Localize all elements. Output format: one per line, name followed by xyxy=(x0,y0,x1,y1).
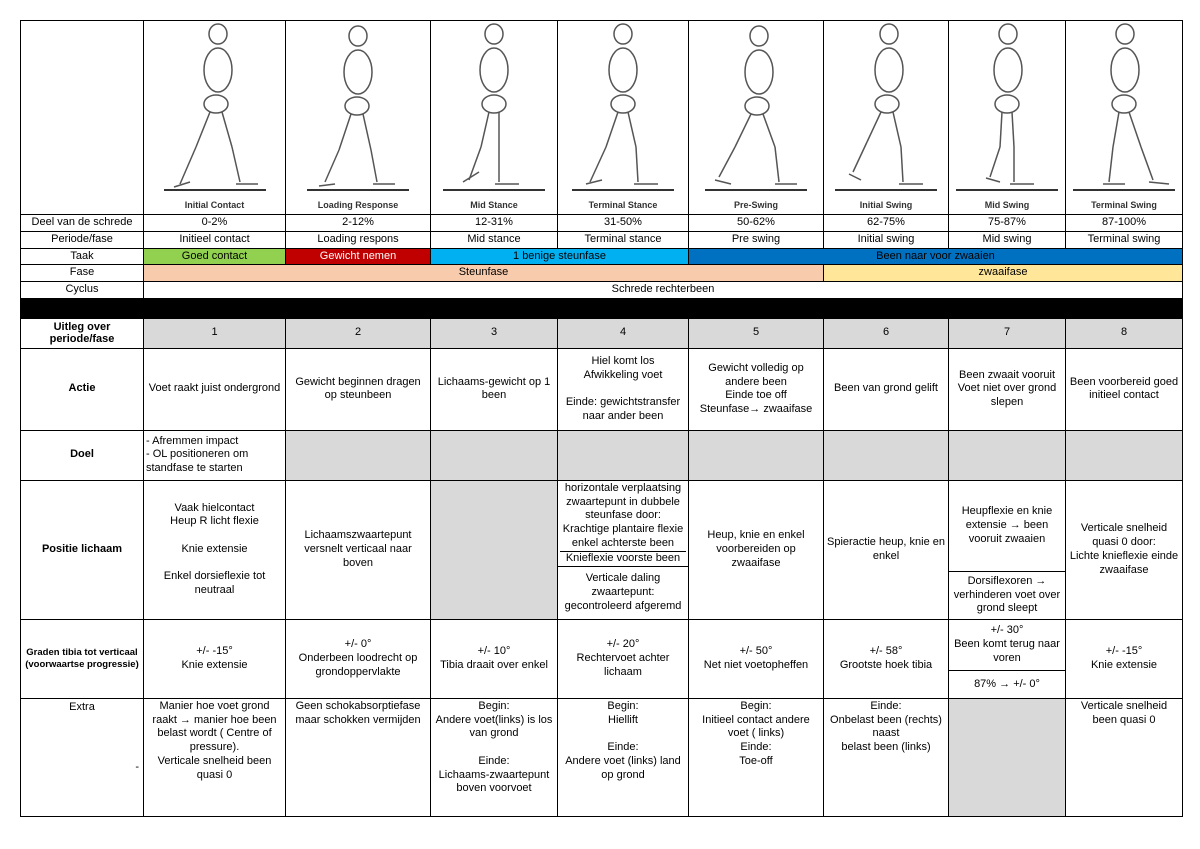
cell: Heup, knie en enkel voorbereiden op zwaaifase xyxy=(689,480,824,619)
figure-caption-2: Loading Response xyxy=(317,200,399,211)
row-label: Uitleg over periode/fase xyxy=(21,318,144,348)
figure-cell xyxy=(558,21,689,215)
cell: Manier hoe voet grond raakt → manier hoe been belast wordt ( Centre of pressure). Verticale snelheid been quasi 0 xyxy=(144,698,286,816)
cell: Verticale snelheid been quasi 0 xyxy=(1066,698,1183,816)
cell: Pre swing xyxy=(689,231,824,248)
taak-goed-contact: Goed contact xyxy=(144,248,286,265)
cell: Been zwaait vooruit Voet niet over grond slepen xyxy=(949,348,1066,430)
skeleton-figure-1 xyxy=(160,22,270,197)
row-label: Actie xyxy=(21,348,144,430)
cell: Begin: Andere voet(links) is los van grond Einde: Lichaams-zwaartepunt boven voorvoet xyxy=(431,698,558,816)
figure-cell xyxy=(949,21,1066,215)
row-label: Cyclus xyxy=(21,282,144,299)
corner-cell xyxy=(21,21,144,215)
cell xyxy=(949,619,1066,698)
empty-cell xyxy=(824,430,949,480)
cell: 31-50% xyxy=(558,215,689,232)
empty-cell xyxy=(558,430,689,480)
figure-cell xyxy=(689,21,824,215)
deel-row xyxy=(21,215,1183,232)
cell: Been voorbereid goed initieel contact xyxy=(1066,348,1183,430)
taak-row xyxy=(21,248,1183,265)
skeleton-figure-3 xyxy=(439,22,549,197)
cell: Lichaams-gewicht op 1 been xyxy=(431,348,558,430)
cell: +/- 58° Grootste hoek tibia xyxy=(824,619,949,698)
positie-4-point-2: Knieflexie voorste been xyxy=(565,551,681,564)
row-label: Taak xyxy=(21,248,144,265)
skeleton-figure-7 xyxy=(952,22,1062,197)
cell: Mid swing xyxy=(949,231,1066,248)
cell: +/- 50° Net niet voetopheffen xyxy=(689,619,824,698)
row-label-cell xyxy=(21,698,144,816)
positie-4-daling: Verticale daling zwaartepunt: gecontroleerd afgeremd xyxy=(558,566,688,619)
cell: 87-100% xyxy=(1066,215,1183,232)
cell: 5 xyxy=(689,318,824,348)
row-label: Deel van de schrede xyxy=(21,215,144,232)
skeleton-figure-6 xyxy=(831,22,941,197)
figure-cell xyxy=(824,21,949,215)
cell: 6 xyxy=(824,318,949,348)
cell: 2 xyxy=(286,318,431,348)
figure-caption-7: Mid Swing xyxy=(984,200,1030,211)
black-divider xyxy=(21,298,1183,318)
row-label: Extra xyxy=(69,700,95,713)
positie-4-point-1: Krachtige plantaire flexie enkel achterste been xyxy=(560,523,686,552)
cell: Lichaamszwaartepunt versnelt verticaal naar boven xyxy=(286,480,431,619)
positie-7-top: Heupflexie en knie extensie → been vooruit zwaaien xyxy=(961,505,1053,545)
figure-cell xyxy=(144,21,286,215)
cell: 12-31% xyxy=(431,215,558,232)
fase-steunfase: Steunfase xyxy=(144,265,824,282)
cell: Mid stance xyxy=(431,231,558,248)
cell: 2-12% xyxy=(286,215,431,232)
row-label: Fase xyxy=(21,265,144,282)
graden-row xyxy=(21,619,1183,698)
empty-cell xyxy=(689,430,824,480)
cell: Begin: Initieel contact andere voet ( links) Einde: Toe-off xyxy=(689,698,824,816)
empty-cell xyxy=(431,480,558,619)
cell: Terminal stance xyxy=(558,231,689,248)
cell: Einde: Onbelast been (rechts) naast belast been (links) xyxy=(824,698,949,816)
cell: Gewicht volledig op andere been Einde toe off Steunfase→ zwaaifase xyxy=(689,348,824,430)
extra-dash: - xyxy=(135,760,139,773)
row-label: Periode/fase xyxy=(21,231,144,248)
fase-zwaaifase: zwaaifase xyxy=(824,265,1183,282)
row-label: Graden tibia tot verticaal (voorwaartse progressie) xyxy=(21,619,144,698)
row-label: Positie lichaam xyxy=(21,480,144,619)
figures-row xyxy=(21,21,1183,215)
gait-table xyxy=(20,20,1183,817)
positie-4-intro: horizontale verplaatsing zwaartepunt in dubbele steunfase door: xyxy=(564,481,682,522)
figure-caption-4: Terminal Stance xyxy=(588,200,658,211)
cell: 62-75% xyxy=(824,215,949,232)
empty-cell xyxy=(949,698,1066,816)
figure-caption-5: Pre-Swing xyxy=(733,200,778,211)
skeleton-figure-5 xyxy=(701,22,811,197)
actie-row xyxy=(21,348,1183,430)
figure-cell xyxy=(1066,21,1183,215)
cell: 1 xyxy=(144,318,286,348)
cell: +/- -15° Knie extensie xyxy=(1066,619,1183,698)
row-label: Doel xyxy=(21,430,144,480)
cell: 8 xyxy=(1066,318,1183,348)
periode-row xyxy=(21,231,1183,248)
cell: Geen schokabsorptiefase maar schokken vermijden xyxy=(286,698,431,816)
empty-cell xyxy=(431,430,558,480)
cell: Gewicht beginnen dragen op steunbeen xyxy=(286,348,431,430)
skeleton-figure-2 xyxy=(303,22,413,197)
positie-row xyxy=(21,480,1183,619)
cell: Voet raakt juist ondergrond xyxy=(144,348,286,430)
cell: Terminal swing xyxy=(1066,231,1183,248)
cell: 3 xyxy=(431,318,558,348)
cell xyxy=(949,480,1066,619)
figure-caption-1: Initial Contact xyxy=(184,200,245,211)
cell: Vaak hielcontact Heup R licht flexie Knie extensie Enkel dorsieflexie tot neutraal xyxy=(144,480,286,619)
cell: - Afremmen impact - OL positioneren om standfase te starten xyxy=(144,430,286,480)
cell: +/- 0° Onderbeen loodrecht op grondoppervlakte xyxy=(286,619,431,698)
empty-cell xyxy=(1066,430,1183,480)
graden-7-top: +/- 30° Been komt terug naar voren xyxy=(954,624,1060,664)
cyclus-row xyxy=(21,282,1183,299)
cell: Initial swing xyxy=(824,231,949,248)
taak-steunfase: 1 benige steunfase xyxy=(431,248,689,265)
cell: Been van grond gelift xyxy=(824,348,949,430)
extra-row xyxy=(21,698,1183,816)
cell: Spieractie heup, knie en enkel xyxy=(824,480,949,619)
figure-cell xyxy=(286,21,431,215)
figure-caption-8: Terminal Swing xyxy=(1091,200,1157,211)
figure-caption-3: Mid Stance xyxy=(470,200,518,211)
fase-row xyxy=(21,265,1183,282)
empty-cell xyxy=(286,430,431,480)
cell xyxy=(558,480,689,619)
cell: 7 xyxy=(949,318,1066,348)
graden-7-bottom: 87% → +/- 0° xyxy=(949,670,1065,697)
cell: Loading respons xyxy=(286,231,431,248)
cell: 0-2% xyxy=(144,215,286,232)
cell: Begin: Hiellift Einde: Andere voet (links) land op grond xyxy=(558,698,689,816)
positie-7-bottom: Dorsiflexoren → verhinderen voet over grond sleept xyxy=(949,571,1065,618)
cell: +/- 10° Tibia draait over enkel xyxy=(431,619,558,698)
cell: 4 xyxy=(558,318,689,348)
cyclus-value: Schrede rechterbeen xyxy=(144,282,1183,299)
uitleg-row xyxy=(21,318,1183,348)
doel-row xyxy=(21,430,1183,480)
figure-cell xyxy=(431,21,558,215)
taak-gewicht-nemen: Gewicht nemen xyxy=(286,248,431,265)
cell: Hiel komt los Afwikkeling voet Einde: gewichtstransfer naar ander been xyxy=(558,348,689,430)
separator-row xyxy=(21,298,1183,318)
empty-cell xyxy=(949,430,1066,480)
taak-zwaaien: Been naar voor zwaaien xyxy=(689,248,1183,265)
cell: 50-62% xyxy=(689,215,824,232)
figure-caption-6: Initial Swing xyxy=(859,200,913,211)
cell: +/- 20° Rechtervoet achter lichaam xyxy=(558,619,689,698)
skeleton-figure-4 xyxy=(568,22,678,197)
cell: Verticale snelheid quasi 0 door: Lichte knieflexie einde zwaaifase xyxy=(1066,480,1183,619)
skeleton-figure-8 xyxy=(1069,22,1179,197)
cell: Initieel contact xyxy=(144,231,286,248)
cell: +/- -15° Knie extensie xyxy=(144,619,286,698)
cell: 75-87% xyxy=(949,215,1066,232)
